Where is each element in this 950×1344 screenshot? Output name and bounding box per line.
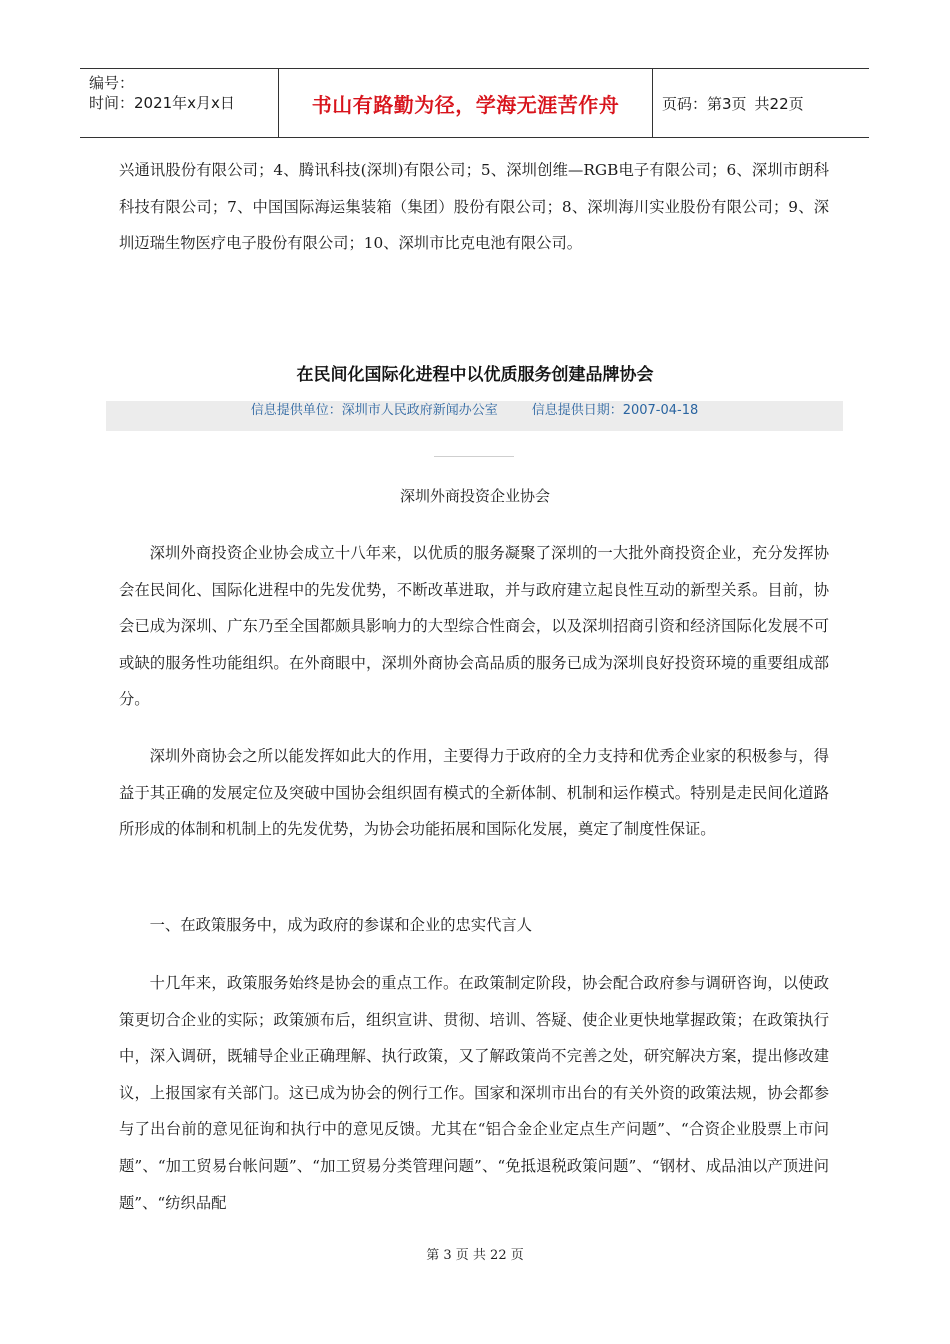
number-label: 编号：: [89, 74, 135, 92]
header-page-info: [653, 69, 869, 137]
header-motto: 书山有路勤为径，学海无涯苦作舟: [279, 69, 653, 137]
article-author: 深圳外商投资企业协会: [399, 487, 550, 505]
article-title: 在民间化国际化进程中以优质服务创建品牌协会: [296, 365, 654, 385]
body-paragraph: 十几年来，政策服务始终是协会的重点工作。在政策制定阶段，协会配合政府参与调研咨询，以使政策更切合企业的实际；政策颁布后，组织宣讲、贯彻、培训、答疑、使企业更快地掌握政策；在政策执行中，深入调研，既辅导企业正确理解、执行政策，又了解政策尚不完善之处，研究解决方案，提出修改建议，上报国家有关部门。这已成为协会的例行工作。国家和深圳市出台的有关外资的政策法规，协会都参与了出台前的意见征询和执行中的意见反馈。尤其在“铝合金企业定点生产问题”、“合资企业股票上市问题”、“加工贸易台帐问题”、“加工贸易分类管理问题”、“免抵退税政策问题”、“钢材、成品油以产顶进问题”、“纺织品配: [119, 974, 829, 1212]
body-paragraph: 深圳外商投资企业协会成立十八年来，以优质的服务凝聚了深圳的一大批外商投资企业，充分发挥协会在民间化、国际化进程中的先发优势，不断改革进取，并与政府建立起良性互动的新型关系。目前，协会已成为深圳、广东乃至全国都颇具影响力的大型综合性商会，以及深圳招商引资和经济国际化发展不可或缺的服务性功能组织。在外商眼中，深圳外商协会高品质的服务已成为深圳良好投资环境的重要组成部分。: [119, 544, 829, 709]
section-heading: 一、在政策服务中，成为政府的参谋和企业的忠实代言人: [149, 916, 533, 934]
page-info-total: 共22页: [754, 94, 804, 113]
page-header: [80, 68, 869, 138]
info-date: 信息提供日期：2007-04-18: [531, 403, 699, 418]
info-provider: 信息提供单位：深圳市人民政府新闻办公室: [250, 403, 498, 418]
header-meta: [80, 69, 279, 137]
page-info-current: 页码：第3页: [662, 94, 747, 113]
body-paragraph: 深圳外商协会之所以能发挥如此大的作用，主要得力于政府的全力支持和优秀企业家的积极参与，得益于其正确的发展定位及突破中国协会组织固有模式的全新体制、机制和运作模式。特别是走民间化道路所形成的体制和机制上的先发优势，为协会功能拓展和国际化发展，奠定了制度性保证。: [119, 747, 829, 839]
continued-paragraph: 兴通讯股份有限公司；4、腾讯科技(深圳)有限公司；5、深圳创维—RGB电子有限公司；6、深圳市朗科科技有限公司；7、中国国际海运集装箱（集团）股份有限公司；8、深圳海川实业股份有限公司；9、深圳迈瑞生物医疗电子股份有限公司；10、深圳市比克电池有限公司。: [119, 161, 829, 253]
divider: [434, 456, 514, 457]
article-info-bar: [106, 401, 843, 431]
time-label: 时间：2021年x月x日: [89, 94, 235, 112]
page-footer: 第 3 页 共 22 页: [426, 1248, 524, 1263]
